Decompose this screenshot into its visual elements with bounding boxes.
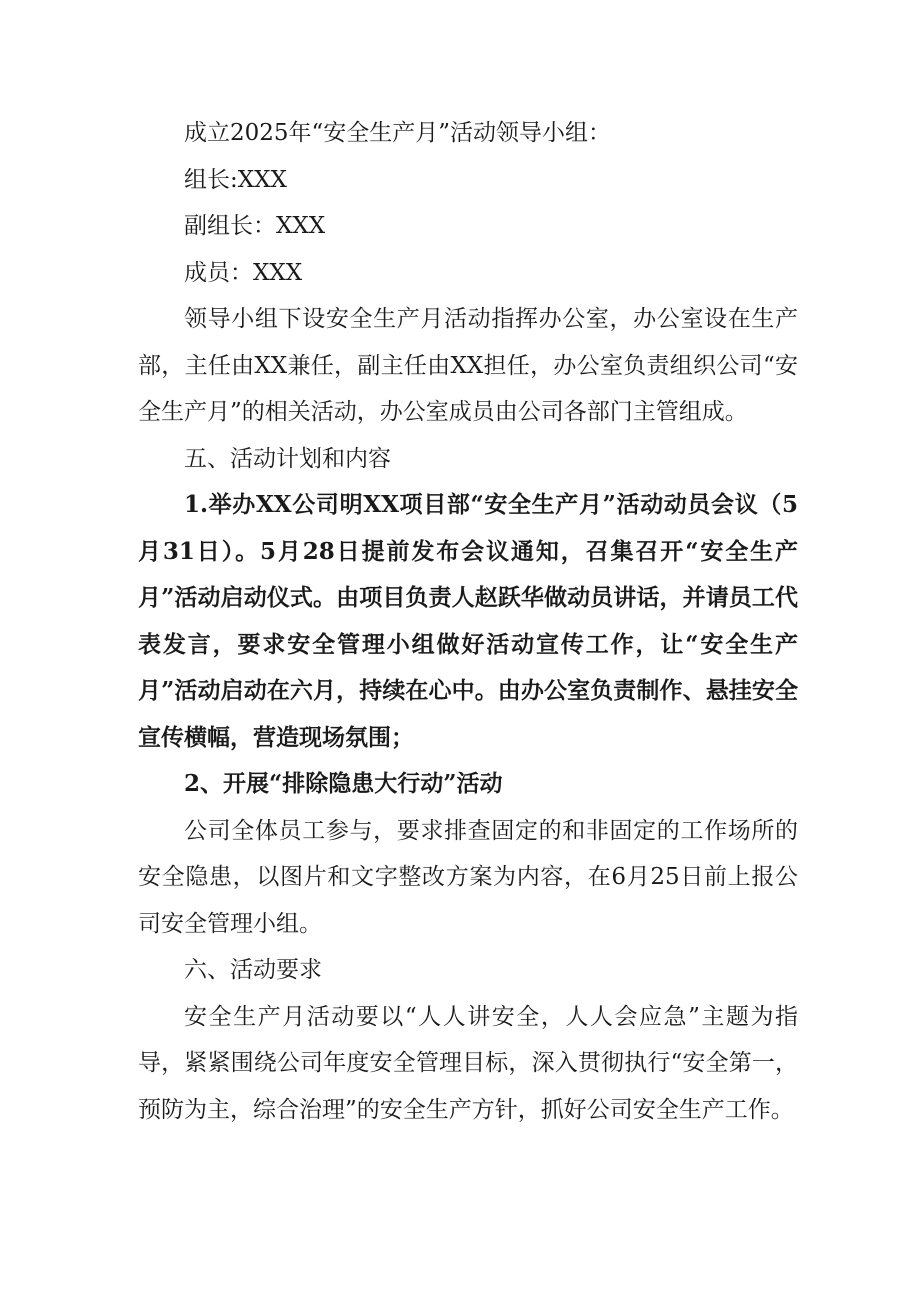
paragraph-deputy-leader: 副组长：XXX [184, 213, 326, 239]
section-heading-activity-requirements: 六、活动要求 [184, 957, 322, 983]
paragraph-requirements: 安全生产月活动要以“人人讲安全，人人会应急”主题为指导，紧紧围绕公司年度安全管理目标，深入贯彻执行“安全第一，预防为主，综合治理”的安全生产方针，抓好公司安全生产工作。 [138, 1003, 798, 1123]
paragraph-office-setup: 领导小组下设安全生产月活动指挥办公室，办公室设在生产部，主任由XX兼任，副主任由XX担任，办公室负责组织公司“安全生产月”的相关活动，办公室成员由公司各部门主管组成。 [138, 306, 798, 425]
paragraph-hazard-elimination: 公司全体员工参与，要求排查固定的和非固定的工作场所的安全隐患，以图片和文字整改方案为内容，在6月25日前上报公司安全管理小组。 [138, 817, 798, 937]
paragraph-leading-group-intro: 成立2025年“安全生产月”活动领导小组： [184, 120, 612, 146]
subheading-hazard-elimination: 2、开展“排除隐患大行动”活动 [184, 770, 503, 797]
paragraph-mobilization-meeting: 1.举办XX公司明XX项目部“安全生产月”活动动员会议（5月31日）。5月28日提前发布会议通知，召集召开“安全生产月”活动启动仪式。由项目负责人赵跃华做动员讲话，并请员工代表发言，要求安全管理小组做好活动宣传工作，让“安全生产月”活动启动在六月，持续在心中。由办公室负责制作、悬挂安全宣传横幅，营造现场氛围； [138, 491, 798, 751]
document-body [138, 110, 798, 1133]
section-heading-activity-plan: 五、活动计划和内容 [184, 445, 391, 472]
paragraph-members: 成员：XXX [184, 259, 303, 286]
paragraph-group-leader: 组长:XXX [184, 166, 287, 193]
